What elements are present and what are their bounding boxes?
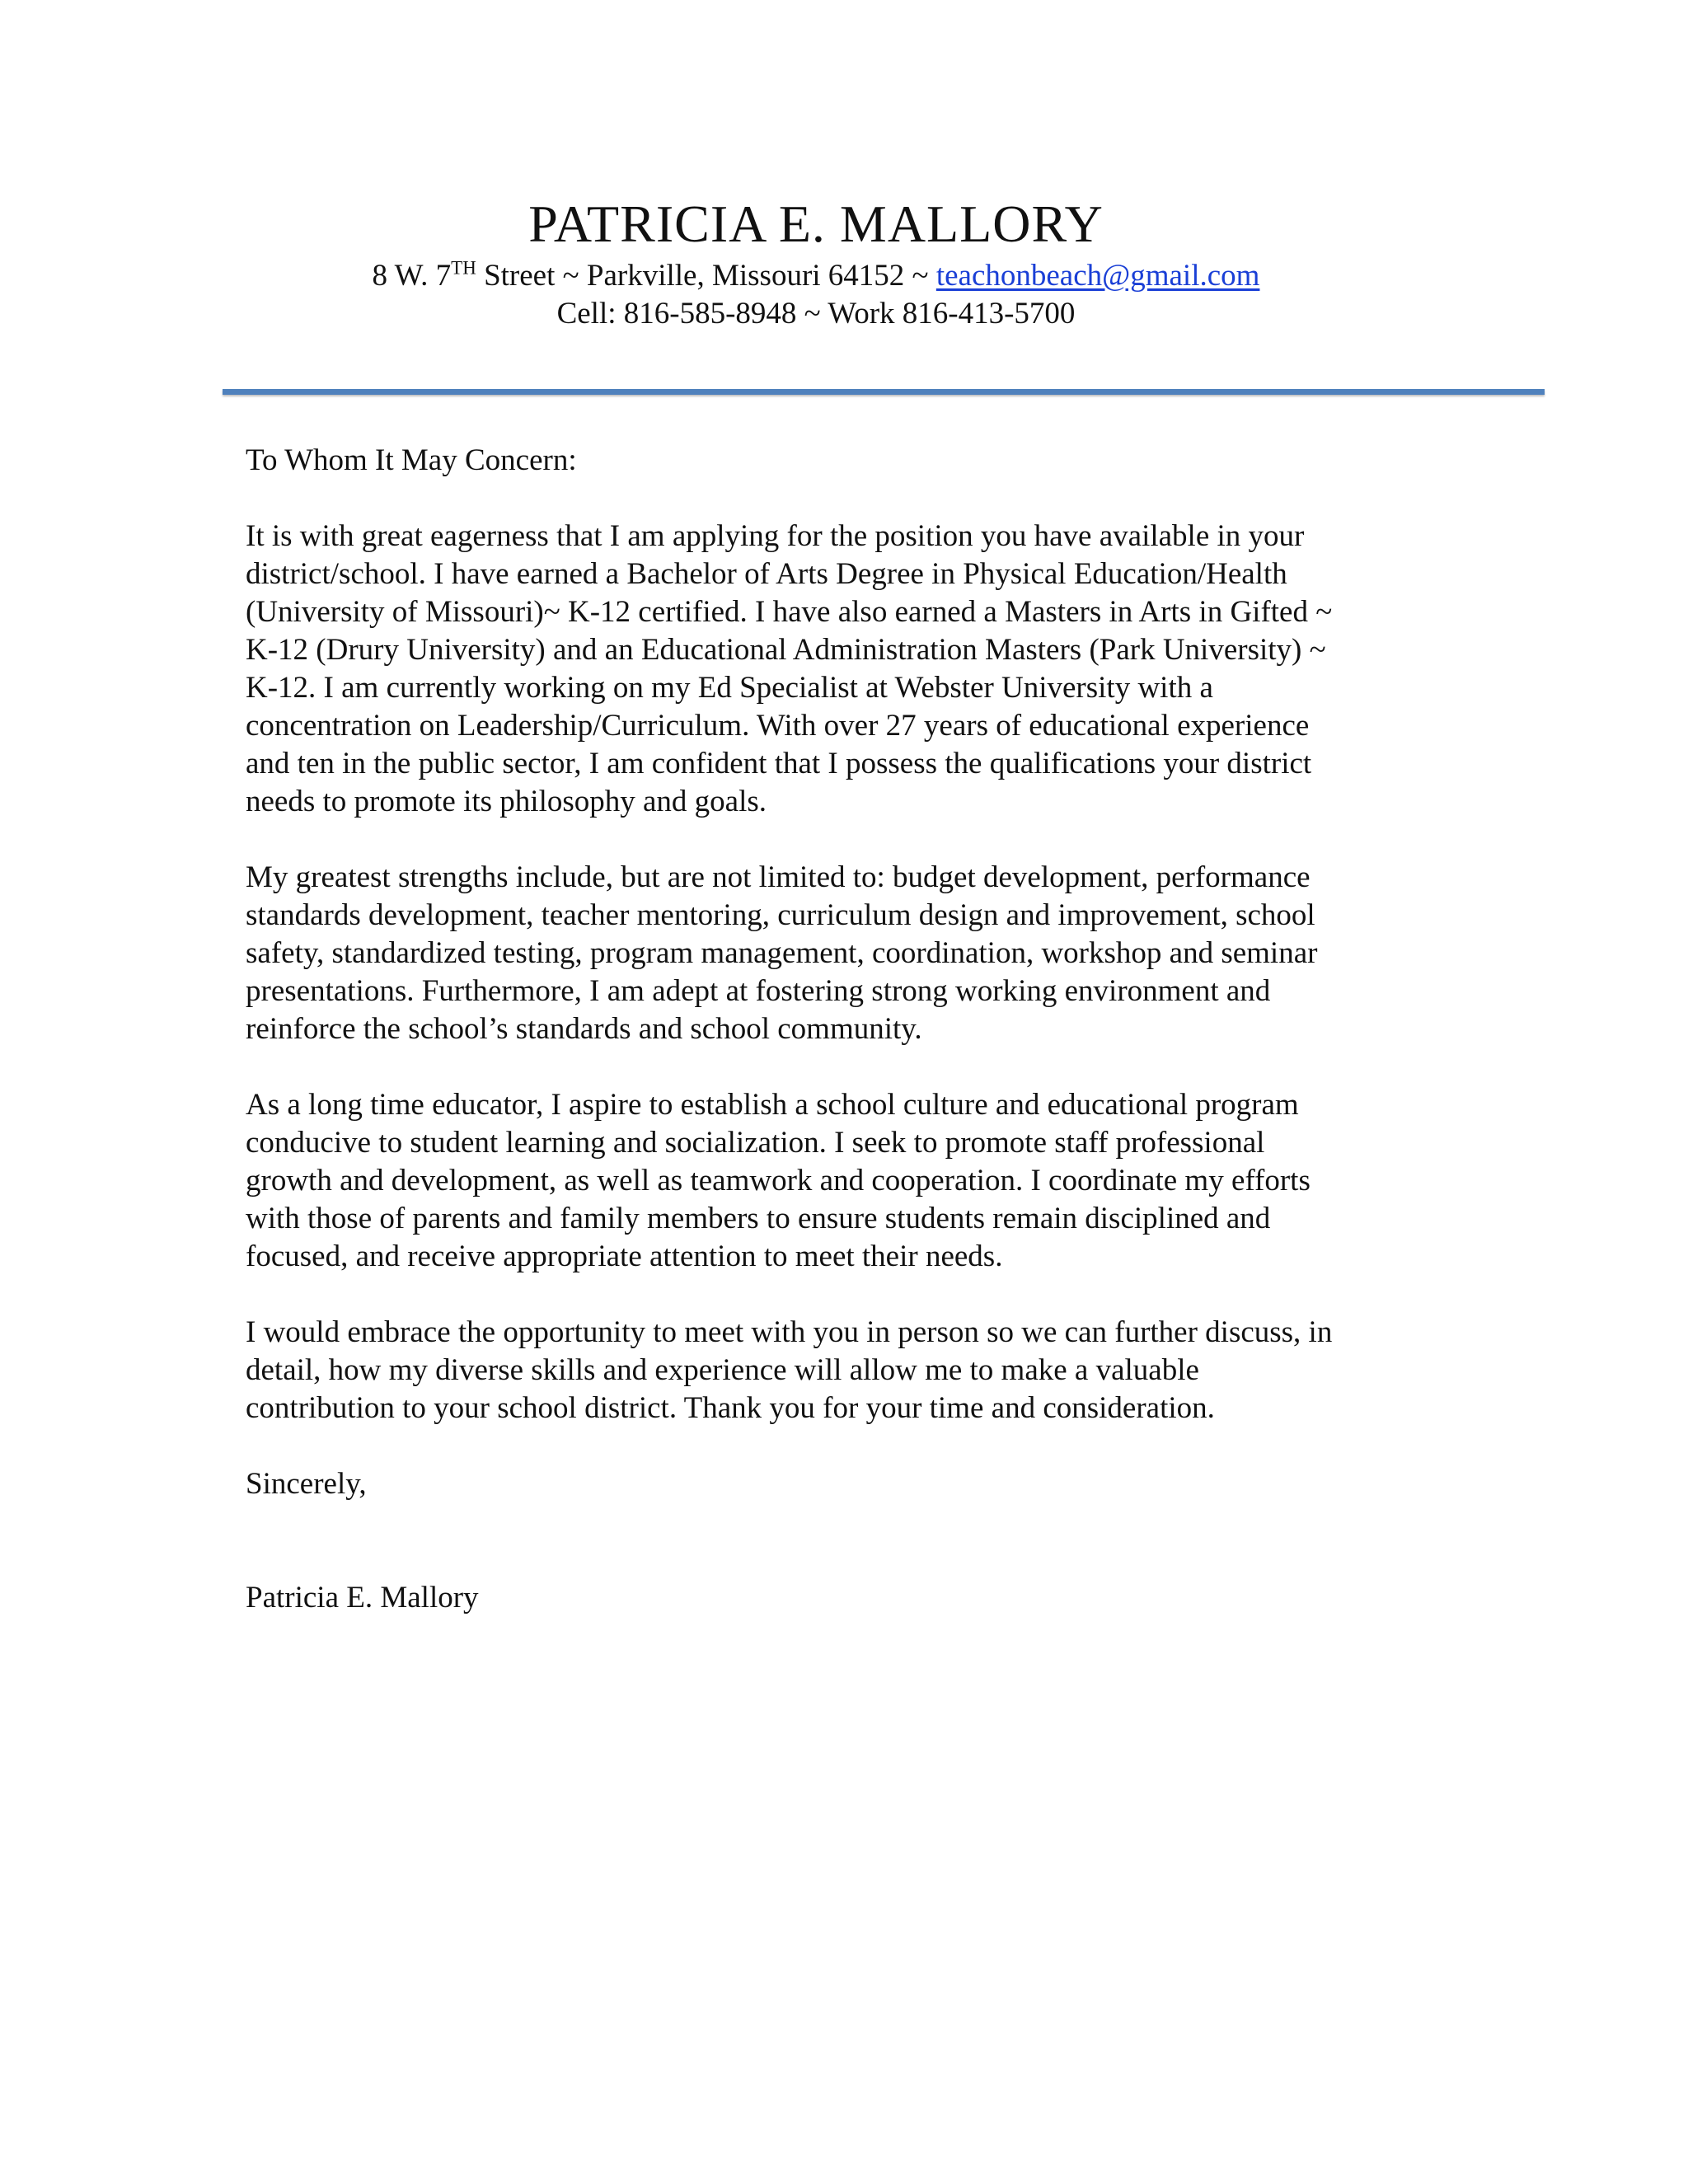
text-line: district/school. I have earned a Bachelor of Arts Degree in Physical Education/Health [246, 557, 1287, 591]
signature-space [246, 1541, 1449, 1579]
letterhead [0, 191, 1632, 333]
paragraph-closing [246, 1314, 1449, 1427]
text-line: I would embrace the opportunity to meet with you in person so we can further discuss, in [246, 1315, 1333, 1349]
text-line: focused, and receive appropriate attention to meet their needs. [246, 1240, 1003, 1273]
text-line: concentration on Leadership/Curriculum. With over 27 years of educational experience [246, 709, 1310, 743]
paragraph-strengths [246, 859, 1449, 1048]
text-line: reinforce the school’s standards and school community. [246, 1012, 922, 1046]
text-line: K-12. I am currently working on my Ed Specialist at Webster University with a [246, 671, 1213, 705]
text-line: My greatest strengths include, but are not limited to: budget development, performance [246, 860, 1311, 894]
text-line: (University of Missouri)~ K-12 certified. I have also earned a Masters in Arts in Gifted ~ [246, 595, 1333, 629]
address-street-number: 8 W. 7 [372, 259, 452, 293]
text-line: growth and development, as well as teamwork and cooperation. I coordinate my efforts [246, 1164, 1311, 1197]
text-line: safety, standardized testing, program management, coordination, workshop and seminar [246, 936, 1318, 970]
text-line: As a long time educator, I aspire to establish a school culture and educational program [246, 1088, 1299, 1122]
text-line: conducive to student learning and socialization. I seek to promote staff professional [246, 1126, 1265, 1160]
text-line: It is with great eagerness that I am applying for the position you have available in your [246, 519, 1305, 553]
text-line: contribution to your school district. Thank you for your time and consideration. [246, 1391, 1215, 1425]
text-line: standards development, teacher mentoring, curriculum design and improvement, school [246, 898, 1315, 932]
paragraph-aspirations [246, 1086, 1449, 1276]
letter-body [246, 442, 1449, 1655]
text-line: detail, how my diverse skills and experience will allow me to make a valuable [246, 1353, 1199, 1387]
phone-line: Cell: 816-585-8948 ~ Work 816-413-5700 [556, 297, 1076, 330]
address-ordinal-suffix: TH [451, 257, 476, 279]
address-rest: Street ~ Parkville, Missouri 64152 ~ [476, 259, 936, 293]
salutation: To Whom It May Concern: [246, 443, 577, 477]
text-line: K-12 (Drury University) and an Educational Administration Masters (Park University) ~ [246, 633, 1326, 667]
text-line: and ten in the public sector, I am confident that I possess the qualifications your district [246, 747, 1312, 780]
text-line: presentations. Furthermore, I am adept at fostering strong working environment and [246, 974, 1271, 1008]
address-line [0, 257, 1632, 295]
text-line: with those of parents and family members to ensure students remain disciplined and [246, 1202, 1271, 1235]
text-line: needs to promote its philosophy and goals. [246, 785, 767, 818]
header-divider [223, 389, 1545, 395]
paragraph-intro [246, 518, 1449, 821]
email-link[interactable]: teachonbeach@gmail.com [935, 259, 1260, 293]
signature-name: Patricia E. Mallory [246, 1581, 479, 1615]
closing: Sincerely, [246, 1467, 367, 1501]
sender-name: PATRICIA E. MALLORY [528, 194, 1104, 253]
